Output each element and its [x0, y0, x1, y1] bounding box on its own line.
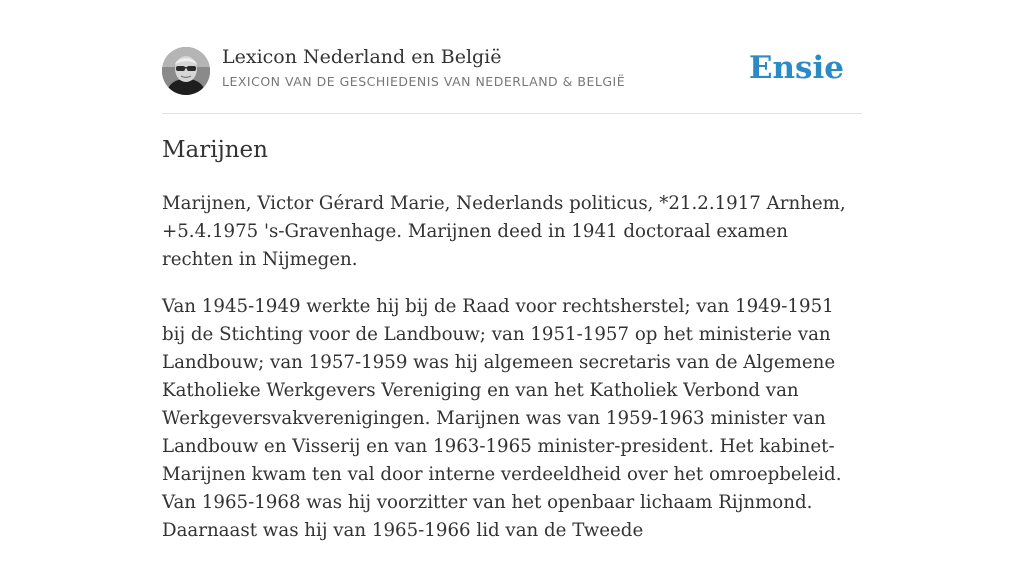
- page-container: [162, 0, 862, 541]
- ensie-logo-link[interactable]: Ensie: [748, 50, 844, 86]
- site-subtitle: LEXICON VAN DE GESCHIEDENIS VAN NEDERLAND & BELGIË: [222, 74, 626, 89]
- article-body: [162, 190, 862, 564]
- site-name[interactable]: Lexicon Nederland en België: [222, 46, 502, 68]
- author-photo-icon: [162, 47, 210, 95]
- article-title: Marijnen: [162, 137, 268, 163]
- article-paragraph: Van 1945-1949 werkte hij bij de Raad voor rechtsherstel; van 1949-1951 bij de Stichting voor de Landbouw; van 1951-1957 op het ministerie van Landbouw; van 1957-1959 was hij algemeen secretaris van de Algemene Katholieke Werkgevers Vereniging en van het Katholiek Verbond van Werkgeversvakverenigingen. Marijnen was van 1959-1963 minister van Landbouw en Visserij en van 1963-1965 minister-president. Het kabinet-Marijnen kwam ten val door interne verdeeldheid over het omroepbeleid. Van 1965-1968 was hij voorzitter van het openbaar lichaam Rijnmond. Daarnaast was hij van 1965-1966 lid van de Tweede: [162, 296, 842, 541]
- article-paragraph: Marijnen, Victor Gérard Marie, Nederlands politicus, *21.2.1917 Arnhem, +5.4.1975 's-Gravenhage. Marijnen deed in 1941 doctoraal examen rechten in Nijmegen.: [162, 193, 846, 270]
- author-avatar[interactable]: [162, 47, 210, 95]
- site-header: [162, 0, 862, 114]
